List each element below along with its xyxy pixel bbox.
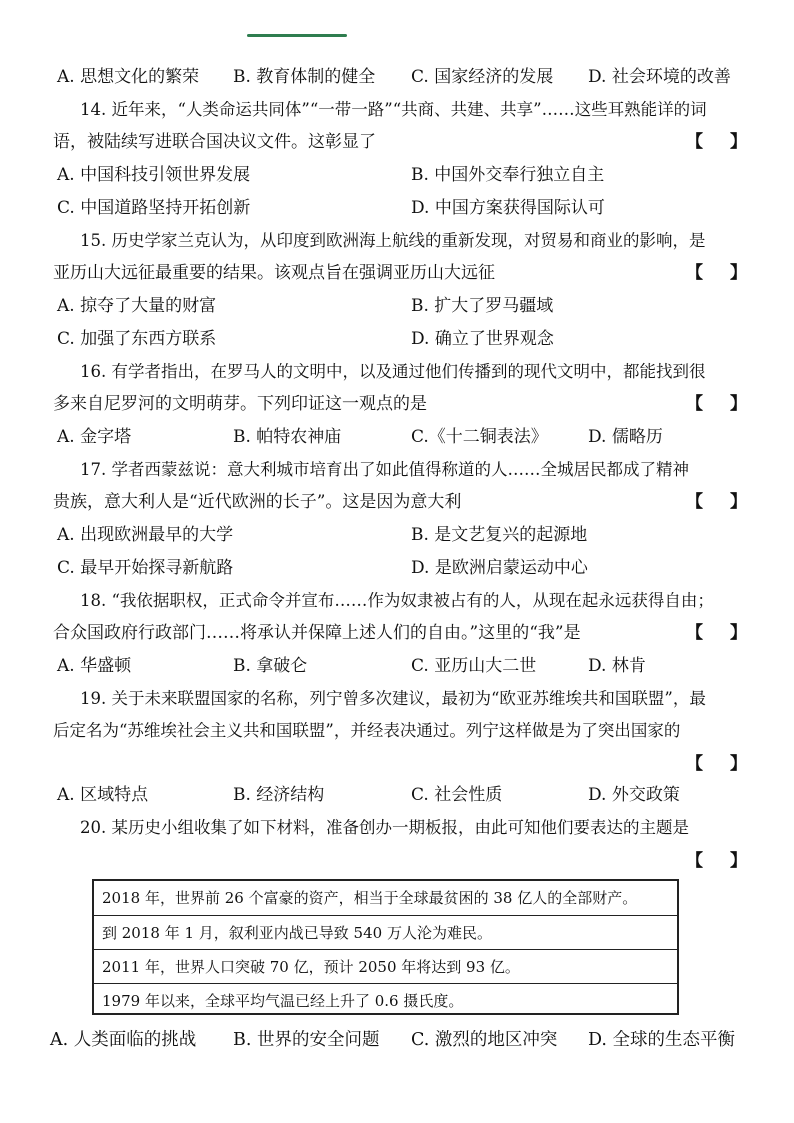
q15-option-d: D. 确立了世界观念 (411, 329, 554, 349)
q20-option-a: A. 人类面临的挑战 (50, 1030, 197, 1050)
q16-option-d: D. 儒略历 (588, 427, 663, 447)
q19-option-a: A. 区域特点 (57, 785, 149, 805)
q17-option-d: D. 是欧洲启蒙运动中心 (411, 558, 588, 578)
bracket-left: 【 (686, 394, 704, 414)
bracket-right: 】 (730, 132, 748, 152)
q15-option-a: A. 掠夺了大量的财富 (57, 296, 217, 316)
bracket-right: 】 (730, 623, 748, 643)
bracket-left: 【 (686, 492, 704, 512)
q13-option-d: D. 社会环境的改善 (588, 67, 731, 87)
bracket-right: 】 (730, 851, 748, 871)
q19-option-c: C. 社会性质 (411, 785, 503, 805)
q17-stem-line2: 贵族，意大利人是“近代欧洲的长子”。这是因为意大利 (53, 492, 462, 512)
q14-option-d: D. 中国方案获得国际认可 (411, 198, 605, 218)
q20-stem-line1: 20. 某历史小组收集了如下材料，准备创办一期板报，由此可知他们要表达的主题是 (80, 818, 689, 837)
q20-option-b: B. 世界的安全问题 (233, 1030, 380, 1050)
q14-stem-line1: 14. 近年来，“人类命运共同体”“一带一路”“共商、共建、共享”……这些耳熟能详的词 (80, 100, 707, 119)
q13-option-b: B. 教育体制的健全 (233, 67, 376, 87)
q20-material-row: 2011 年，世界人口突破 70 亿，预计 2050 年将达到 93 亿。 (94, 949, 677, 983)
q18-stem-line1: 18. “我依据职权，正式命令并宣布……作为奴隶被占有的人，从现在起永远获得自由； (80, 591, 714, 610)
q18-option-d: D. 林肯 (588, 656, 646, 676)
q19-option-b: B. 经济结构 (233, 785, 325, 805)
q20-material-row: 1979 年以来，全球平均气温已经上升了 0.6 摄氏度。 (94, 983, 677, 1017)
q20-material-table (92, 879, 679, 1015)
q20-material-row: 到 2018 年 1 月，叙利亚内战已导致 540 万人沦为难民。 (94, 915, 677, 949)
q14-option-b: B. 中国外交奉行独立自主 (411, 165, 605, 185)
q15-answer-bracket[interactable] (686, 262, 748, 284)
q19-stem-line2: 后定名为“苏维埃社会主义共和国联盟”，并经表决通过。列宁这样做是为了突出国家的 (53, 721, 681, 740)
q18-stem-line2: 合众国政府行政部门……将承认并保障上述人们的自由。”这里的“我”是 (53, 623, 581, 643)
q16-stem-line1: 16. 有学者指出，在罗马人的文明中，以及通过他们传播到的现代文明中，都能找到很 (80, 362, 706, 381)
q16-option-c: C.《十二铜表法》 (411, 427, 548, 447)
q15-stem-line1: 15. 历史学家兰克认为，从印度到欧洲海上航线的重新发现，对贸易和商业的影响，是 (80, 231, 706, 250)
bracket-right: 】 (730, 754, 748, 774)
bracket-right: 】 (730, 263, 748, 283)
bracket-left: 【 (686, 263, 704, 283)
q17-stem-line1: 17. 学者西蒙兹说：意大利城市培育出了如此值得称道的人……全城居民都成了精神 (80, 460, 689, 479)
bracket-right: 】 (730, 492, 748, 512)
q20-material-row: 2018 年，世界前 26 个富豪的资产，相当于全球最贫困的 38 亿人的全部财产。 (102, 889, 638, 907)
q19-answer-bracket[interactable] (686, 753, 748, 775)
q14-stem-line2: 语，被陆续写进联合国决议文件。这彰显了 (53, 132, 376, 152)
bracket-left: 【 (686, 754, 704, 774)
q15-option-b: B. 扩大了罗马疆域 (411, 296, 554, 316)
q18-option-b: B. 拿破仑 (233, 656, 308, 676)
q18-answer-bracket[interactable] (686, 622, 748, 644)
q16-stem-line2: 多来自尼罗河的文明萌芽。下列印证这一观点的是 (53, 394, 427, 414)
q14-answer-bracket[interactable] (686, 131, 748, 153)
q14-option-a: A. 中国科技引领世界发展 (57, 165, 251, 185)
q16-answer-bracket[interactable] (686, 393, 748, 415)
q15-option-c: C. 加强了东西方联系 (57, 329, 217, 349)
q20-option-c: C. 激烈的地区冲突 (411, 1030, 558, 1050)
q20-answer-bracket[interactable] (686, 850, 748, 872)
q15-stem-line2: 亚历山大远征最重要的结果。该观点旨在强调亚历山大远征 (53, 263, 495, 283)
q17-option-c: C. 最早开始探寻新航路 (57, 558, 234, 578)
q13-option-c: C. 国家经济的发展 (411, 67, 554, 87)
bracket-left: 【 (686, 851, 704, 871)
q18-option-c: C. 亚历山大二世 (411, 656, 537, 676)
top-decoration (247, 34, 347, 37)
bracket-left: 【 (686, 623, 704, 643)
q13-option-a: A. 思想文化的繁荣 (57, 67, 200, 87)
q18-option-a: A. 华盛顿 (57, 656, 132, 676)
q19-stem-line1: 19. 关于未来联盟国家的名称，列宁曾多次建议，最初为“欧亚苏维埃共和国联盟”，最 (80, 689, 706, 708)
q20-option-d: D. 全球的生态平衡 (588, 1030, 736, 1050)
q14-option-c: C. 中国道路坚持开拓创新 (57, 198, 251, 218)
q17-answer-bracket[interactable] (686, 491, 748, 513)
q16-option-b: B. 帕特农神庙 (233, 427, 342, 447)
q19-option-d: D. 外交政策 (588, 785, 680, 805)
q17-option-b: B. 是文艺复兴的起源地 (411, 525, 588, 545)
bracket-left: 【 (686, 132, 704, 152)
q17-option-a: A. 出现欧洲最早的大学 (57, 525, 234, 545)
bracket-right: 】 (730, 394, 748, 414)
q16-option-a: A. 金字塔 (57, 427, 132, 447)
